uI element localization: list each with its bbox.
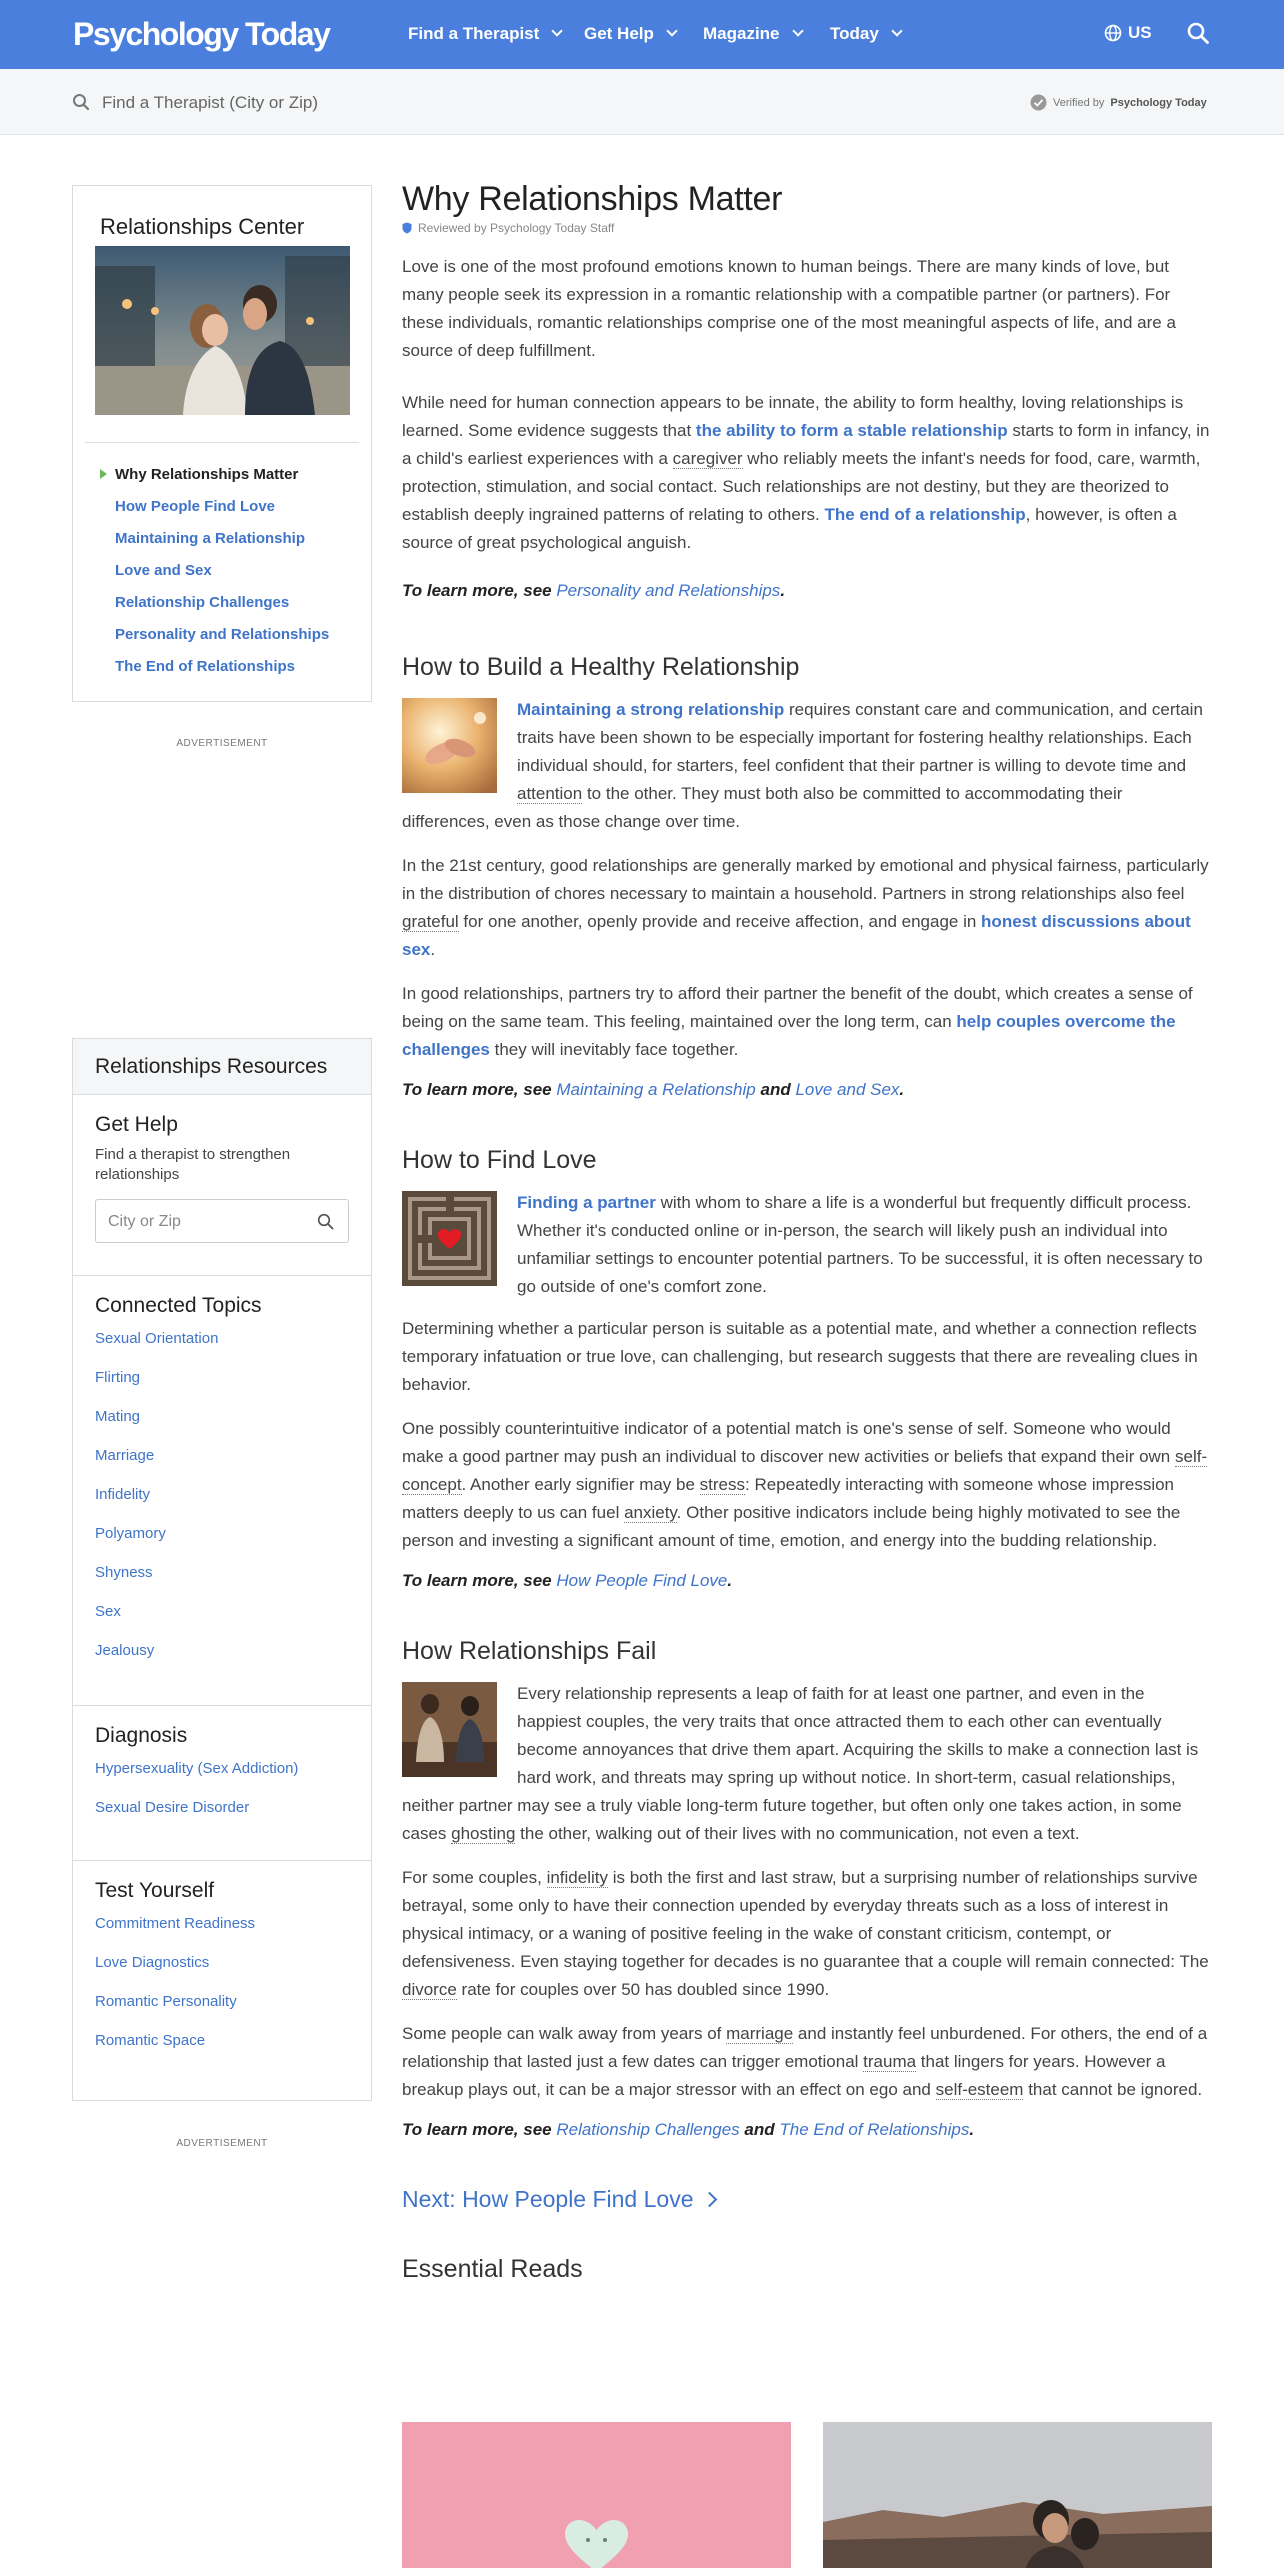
sidebar-item-personality-and-relationships[interactable]: Personality and Relationships: [115, 626, 330, 643]
topic-link[interactable]: Jealousy: [95, 1642, 155, 1659]
self-esteem-term-link[interactable]: self-esteem: [935, 2080, 1024, 2099]
text: One possibly counterintuitive indicator of a potential match is one's sense of self. Someone who would make a good partner may push an individual to discover new activities or beliefs that expand their own: [402, 1419, 1175, 1466]
text: rate for couples over 50 has doubled since 1990.: [456, 1980, 830, 1999]
chevron-down-icon: [552, 25, 563, 36]
text: While need for human connection appears to be innate, the ability to form healthy, loving relationships is learned. Some evidence suggests that: [402, 393, 1184, 440]
section-heading-build: How to Build a Healthy Relationship: [402, 653, 800, 681]
divider: [85, 442, 359, 443]
chevron-down-icon: [792, 25, 803, 36]
verified-brand: Psychology Today: [1110, 96, 1207, 109]
find-love-paragraph-2: Determining whether a particular person is suitable as a potential mate, and whether a connection reflects temporary infatuation or true love, can challenging, but research suggests that there are revealing clues in behavior.: [402, 1319, 1198, 1394]
text: In good relationships, partners try to afford their partner the benefit of the doubt, which creates a sense of being on the same team. This feeling, maintained over the long term, can: [402, 984, 1193, 1031]
nav-magazine[interactable]: [703, 24, 802, 44]
intro-paragraph-2: [402, 389, 1212, 557]
section-heading-find-love: How to Find Love: [402, 1146, 597, 1174]
topic-link[interactable]: Flirting: [95, 1369, 141, 1386]
learn-more-prefix: To learn more, see: [402, 2120, 552, 2139]
nav-label: Magazine: [703, 24, 780, 43]
stress-term-link[interactable]: stress: [699, 1475, 746, 1494]
resources-title: Relationships Resources: [73, 1039, 371, 1095]
relationships-resources-panel: [72, 1038, 372, 2101]
grateful-term-link[interactable]: grateful: [402, 912, 459, 931]
top-navigation-bar: [0, 0, 1284, 69]
article: [402, 180, 1212, 2284]
city-zip-input[interactable]: [95, 1199, 349, 1243]
region-selector[interactable]: [1104, 23, 1152, 43]
learn-more-prefix: To learn more, see: [402, 1080, 552, 1099]
topic-link[interactable]: Mating: [95, 1408, 141, 1425]
fail-paragraph-1: [402, 1680, 1212, 1848]
search-icon[interactable]: [1186, 21, 1210, 45]
honest-discussions-link[interactable]: honest discussions about sex: [402, 912, 1191, 959]
text: . Another early signifier may be: [461, 1475, 700, 1494]
diagnosis-link[interactable]: Hypersexuality (Sex Addiction): [95, 1760, 299, 1777]
site-logo[interactable]: Psychology Today: [73, 16, 330, 52]
topic-link[interactable]: Infidelity: [95, 1486, 151, 1503]
next-article-link[interactable]: [402, 2186, 1212, 2213]
search-icon: [72, 93, 90, 111]
nav-find-therapist[interactable]: [408, 24, 561, 44]
overcome-challenges-link[interactable]: help couples overcome the challenges: [402, 1012, 1176, 1059]
text: Every relationship represents a leap of faith for at least one partner, and even in the happiest couples, the very traits that once attracted them to each other can eventually become annoyances that drive them apart. Acquiring the skills to make a connection last is hard work, and threats may spring up without notice. In short-term, casual relationships, neither partner may see a truly viable long-term future together, but often only one takes action, in some cases: [402, 1684, 1199, 1843]
test-link[interactable]: Commitment Readiness: [95, 1915, 256, 1932]
text: who reliably meets the infant's needs for food, care, warmth, protection, stimulation, and social contact. Such relationships are not destiny, but they are theorized to establish deeply ingrained patterns of relating to others.: [402, 449, 1201, 524]
page-title: Why Relationships Matter: [402, 180, 783, 218]
get-help-section: [73, 1095, 371, 1276]
test-link[interactable]: Romantic Personality: [95, 1993, 237, 2010]
end-of-relationship-link[interactable]: The end of a relationship: [824, 505, 1026, 524]
essential-read-card[interactable]: [402, 2422, 791, 2568]
how-people-find-love-link[interactable]: How People Find Love: [556, 1571, 728, 1590]
chevron-down-icon: [891, 25, 902, 36]
get-help-title: Get Help: [95, 1113, 178, 1136]
finding-partner-link[interactable]: Finding a partner: [517, 1193, 656, 1212]
text: , however, is often a source of great psychological anguish.: [402, 505, 1177, 552]
couple-apart-thumbnail: [402, 1682, 497, 1777]
connected-topics-section: [73, 1276, 371, 1706]
relationships-center-title: Relationships Center: [100, 214, 305, 239]
reviewed-text: Reviewed by Psychology Today Staff: [418, 221, 615, 235]
reviewed-by: [402, 221, 1212, 235]
chevron-down-icon: [666, 25, 677, 36]
text: that cannot be ignored.: [1023, 2080, 1203, 2099]
essential-read-card[interactable]: [823, 2422, 1212, 2568]
nav-label: Today: [830, 24, 879, 43]
divorce-term-link[interactable]: divorce: [402, 1980, 457, 1999]
personality-relationships-link[interactable]: Personality and Relationships: [556, 581, 781, 600]
text: Some people can walk away from years of: [402, 2024, 727, 2043]
maintaining-relationship-link[interactable]: Maintaining a Relationship: [556, 1080, 756, 1099]
sidebar-item-end-of-relationships[interactable]: The End of Relationships: [115, 658, 296, 675]
end-of-relationships-link[interactable]: The End of Relationships: [779, 2120, 970, 2139]
fail-paragraph-2: [402, 1864, 1212, 2004]
diagnosis-title: Diagnosis: [95, 1724, 188, 1747]
nav-label: Get Help: [584, 24, 654, 43]
search-icon[interactable]: [317, 1213, 334, 1230]
diagnosis-link[interactable]: Sexual Desire Disorder: [95, 1799, 250, 1816]
stable-relationship-link[interactable]: the ability to form a stable relationship: [695, 421, 1008, 440]
relationships-center-panel: [72, 185, 372, 702]
self-concept-term-link[interactable]: self-concept: [402, 1447, 1208, 1494]
sidebar-item-love-and-sex[interactable]: Love and Sex: [115, 562, 212, 579]
caregiver-term-link[interactable]: caregiver: [672, 449, 743, 468]
holding-hands-thumbnail: [402, 698, 497, 793]
couple-photo: [95, 246, 350, 415]
nav-get-help[interactable]: [584, 24, 676, 44]
trauma-term-link[interactable]: trauma: [863, 2052, 917, 2071]
text: : Repeatedly interacting with someone whose impression matters deeply to us can fuel: [402, 1475, 1175, 1522]
topic-link[interactable]: Sexual Orientation: [95, 1330, 219, 1347]
intro-paragraph: Love is one of the most profound emotions known to human beings. There are many kinds of love, but many people seek its expression in a romantic relationship with a compatible partner (or partners). For these individuals, romantic relationships comprise one of the most meaningful aspects of life, and are a source of deep fulfillment.: [402, 257, 1176, 360]
find-love-paragraph-1: [402, 1189, 1212, 1301]
chevron-right-icon: [701, 2192, 717, 2208]
section-find-love: [402, 1189, 1212, 1301]
text: that lingers for years. However a breakup plays out, it can be a major stressor with an effect on ego and: [402, 2052, 1166, 2099]
learn-more-and: and: [760, 1080, 791, 1099]
connected-topics-title: Connected Topics: [95, 1294, 262, 1317]
section-heading-fail: How Relationships Fail: [402, 1637, 657, 1665]
text: .: [430, 940, 436, 959]
therapist-search-input[interactable]: Find a Therapist (City or Zip): [102, 93, 319, 112]
test-yourself-section: [73, 1861, 371, 2091]
marriage-term-link[interactable]: marriage: [726, 2024, 794, 2043]
build-paragraph-1: [402, 696, 1212, 836]
maze-heart-thumbnail: [402, 1191, 497, 1286]
love-and-sex-link[interactable]: Love and Sex: [795, 1080, 900, 1099]
attention-term-link[interactable]: attention: [517, 784, 583, 803]
region-label: US: [1128, 23, 1152, 42]
nav-label: Find a Therapist: [408, 24, 540, 43]
globe-icon: [1104, 24, 1122, 42]
anxiety-term-link[interactable]: anxiety: [624, 1503, 677, 1522]
build-paragraph-2: [402, 852, 1212, 964]
check-circle-icon: [1030, 94, 1047, 111]
topic-link[interactable]: Sex: [95, 1603, 121, 1620]
advertisement-label: ADVERTISEMENT: [176, 2138, 268, 2149]
text: starts to form in infancy, in a child's earliest experiences with a: [402, 421, 1210, 468]
learn-more-prefix: To learn more, see: [402, 1571, 552, 1590]
sidebar-item-relationship-challenges[interactable]: Relationship Challenges: [115, 594, 290, 611]
topic-link[interactable]: Marriage: [95, 1447, 155, 1464]
therapist-search-bar: [0, 69, 1284, 135]
next-article-label: Next: How People Find Love: [402, 2186, 694, 2212]
build-paragraph-3: [402, 980, 1212, 1064]
text: to the other. They must both also be committed to accommodating their differences, even as those change over time.: [402, 784, 1123, 831]
test-link[interactable]: Love Diagnostics: [95, 1954, 210, 1971]
learn-more: To learn more, see Relationship Challenges and The End of Relationships.: [402, 2120, 975, 2139]
learn-more-prefix: To learn more, see: [402, 581, 552, 600]
city-zip-placeholder: City or Zip: [108, 1213, 181, 1230]
test-yourself-list: [95, 1913, 349, 2069]
text: they will inevitably face together.: [489, 1040, 739, 1059]
advertisement-label: ADVERTISEMENT: [176, 738, 268, 749]
learn-more: To learn more, see Maintaining a Relationship and Love and Sex.: [402, 1080, 905, 1099]
relationships-center-nav: [115, 466, 329, 690]
sidebar-item-why-relationships-matter[interactable]: Why Relationships Matter: [115, 466, 329, 498]
sidebar-item-maintaining-a-relationship[interactable]: Maintaining a Relationship: [115, 530, 306, 547]
section-fail: [402, 1680, 1212, 1848]
section-build: [402, 696, 1212, 836]
text: is both the first and last straw, but a surprising number of relationships survive betrayal, some only to have their connection upended by everyday threats such as a loss of interest in physical intimacy, or a waning of positive feeling in the wake of constant criticism, contempt, or defensiveness. Even staying together for decades is no guarantee that a couple will remain connected: The: [402, 1868, 1209, 1971]
text: for one another, openly provide and receive affection, and engage in: [458, 912, 982, 931]
ghosting-term-link[interactable]: ghosting: [451, 1824, 516, 1843]
verified-prefix: Verified by: [1053, 96, 1105, 109]
text: with whom to share a life is a wonderful but frequently difficult process. Whether it's conducted online or in-person, the search will likely push an individual into unfamiliar settings to encounter potential partners. To be successful, it is often necessary to go outside of one's comfort zone.: [517, 1193, 1203, 1296]
text: and instantly feel unburdened. For others, the end of a relationship that lasted just a few dates can trigger emotional: [402, 2024, 1208, 2071]
learn-more: To learn more, see Personality and Relationships.: [402, 581, 786, 600]
infidelity-term-link[interactable]: infidelity: [546, 1868, 608, 1887]
find-love-paragraph-3: [402, 1415, 1212, 1555]
diagnosis-list: [95, 1758, 349, 1836]
sidebar-item-how-people-find-love[interactable]: How People Find Love: [115, 498, 276, 515]
text: In the 21st century, good relationships are generally marked by emotional and physical fairness, particularly in the distribution of chores necessary to maintain a household. Partners in strong relationships also feel: [402, 856, 1209, 903]
text: For some couples,: [402, 1868, 547, 1887]
verified-badge: [1030, 94, 1207, 111]
get-help-text: Find a therapist to strengthen relationships: [95, 1146, 291, 1183]
nav-today[interactable]: [830, 24, 901, 44]
strong-relationship-link[interactable]: Maintaining a strong relationship: [517, 700, 785, 719]
learn-more-and: and: [744, 2120, 775, 2139]
shield-icon: [402, 222, 412, 234]
topic-link[interactable]: Shyness: [95, 1564, 153, 1581]
topic-link[interactable]: Polyamory: [95, 1525, 166, 1542]
connected-topics-list: [95, 1328, 349, 1679]
learn-more: To learn more, see How People Find Love.: [402, 1571, 733, 1590]
text: the other, walking out of their lives with no communication, not even a text.: [515, 1824, 1080, 1843]
test-link[interactable]: Romantic Space: [95, 2032, 206, 2049]
fail-paragraph-3: [402, 2020, 1212, 2104]
text: requires constant care and communication, and certain traits have been shown to be especially important for fostering healthy relationships. Each individual should, for starters, feel confident that their partner is willing to devote time and: [517, 700, 1203, 775]
test-yourself-title: Test Yourself: [95, 1879, 215, 1902]
relationship-challenges-link[interactable]: Relationship Challenges: [556, 2120, 740, 2139]
diagnosis-section: [73, 1706, 371, 1861]
text: . Other positive indicators include being highly motivated to see the person and investing a significant amount of time, emotion, and energy into the budding relationship.: [402, 1503, 1181, 1550]
essential-reads-heading: Essential Reads: [402, 2255, 583, 2283]
